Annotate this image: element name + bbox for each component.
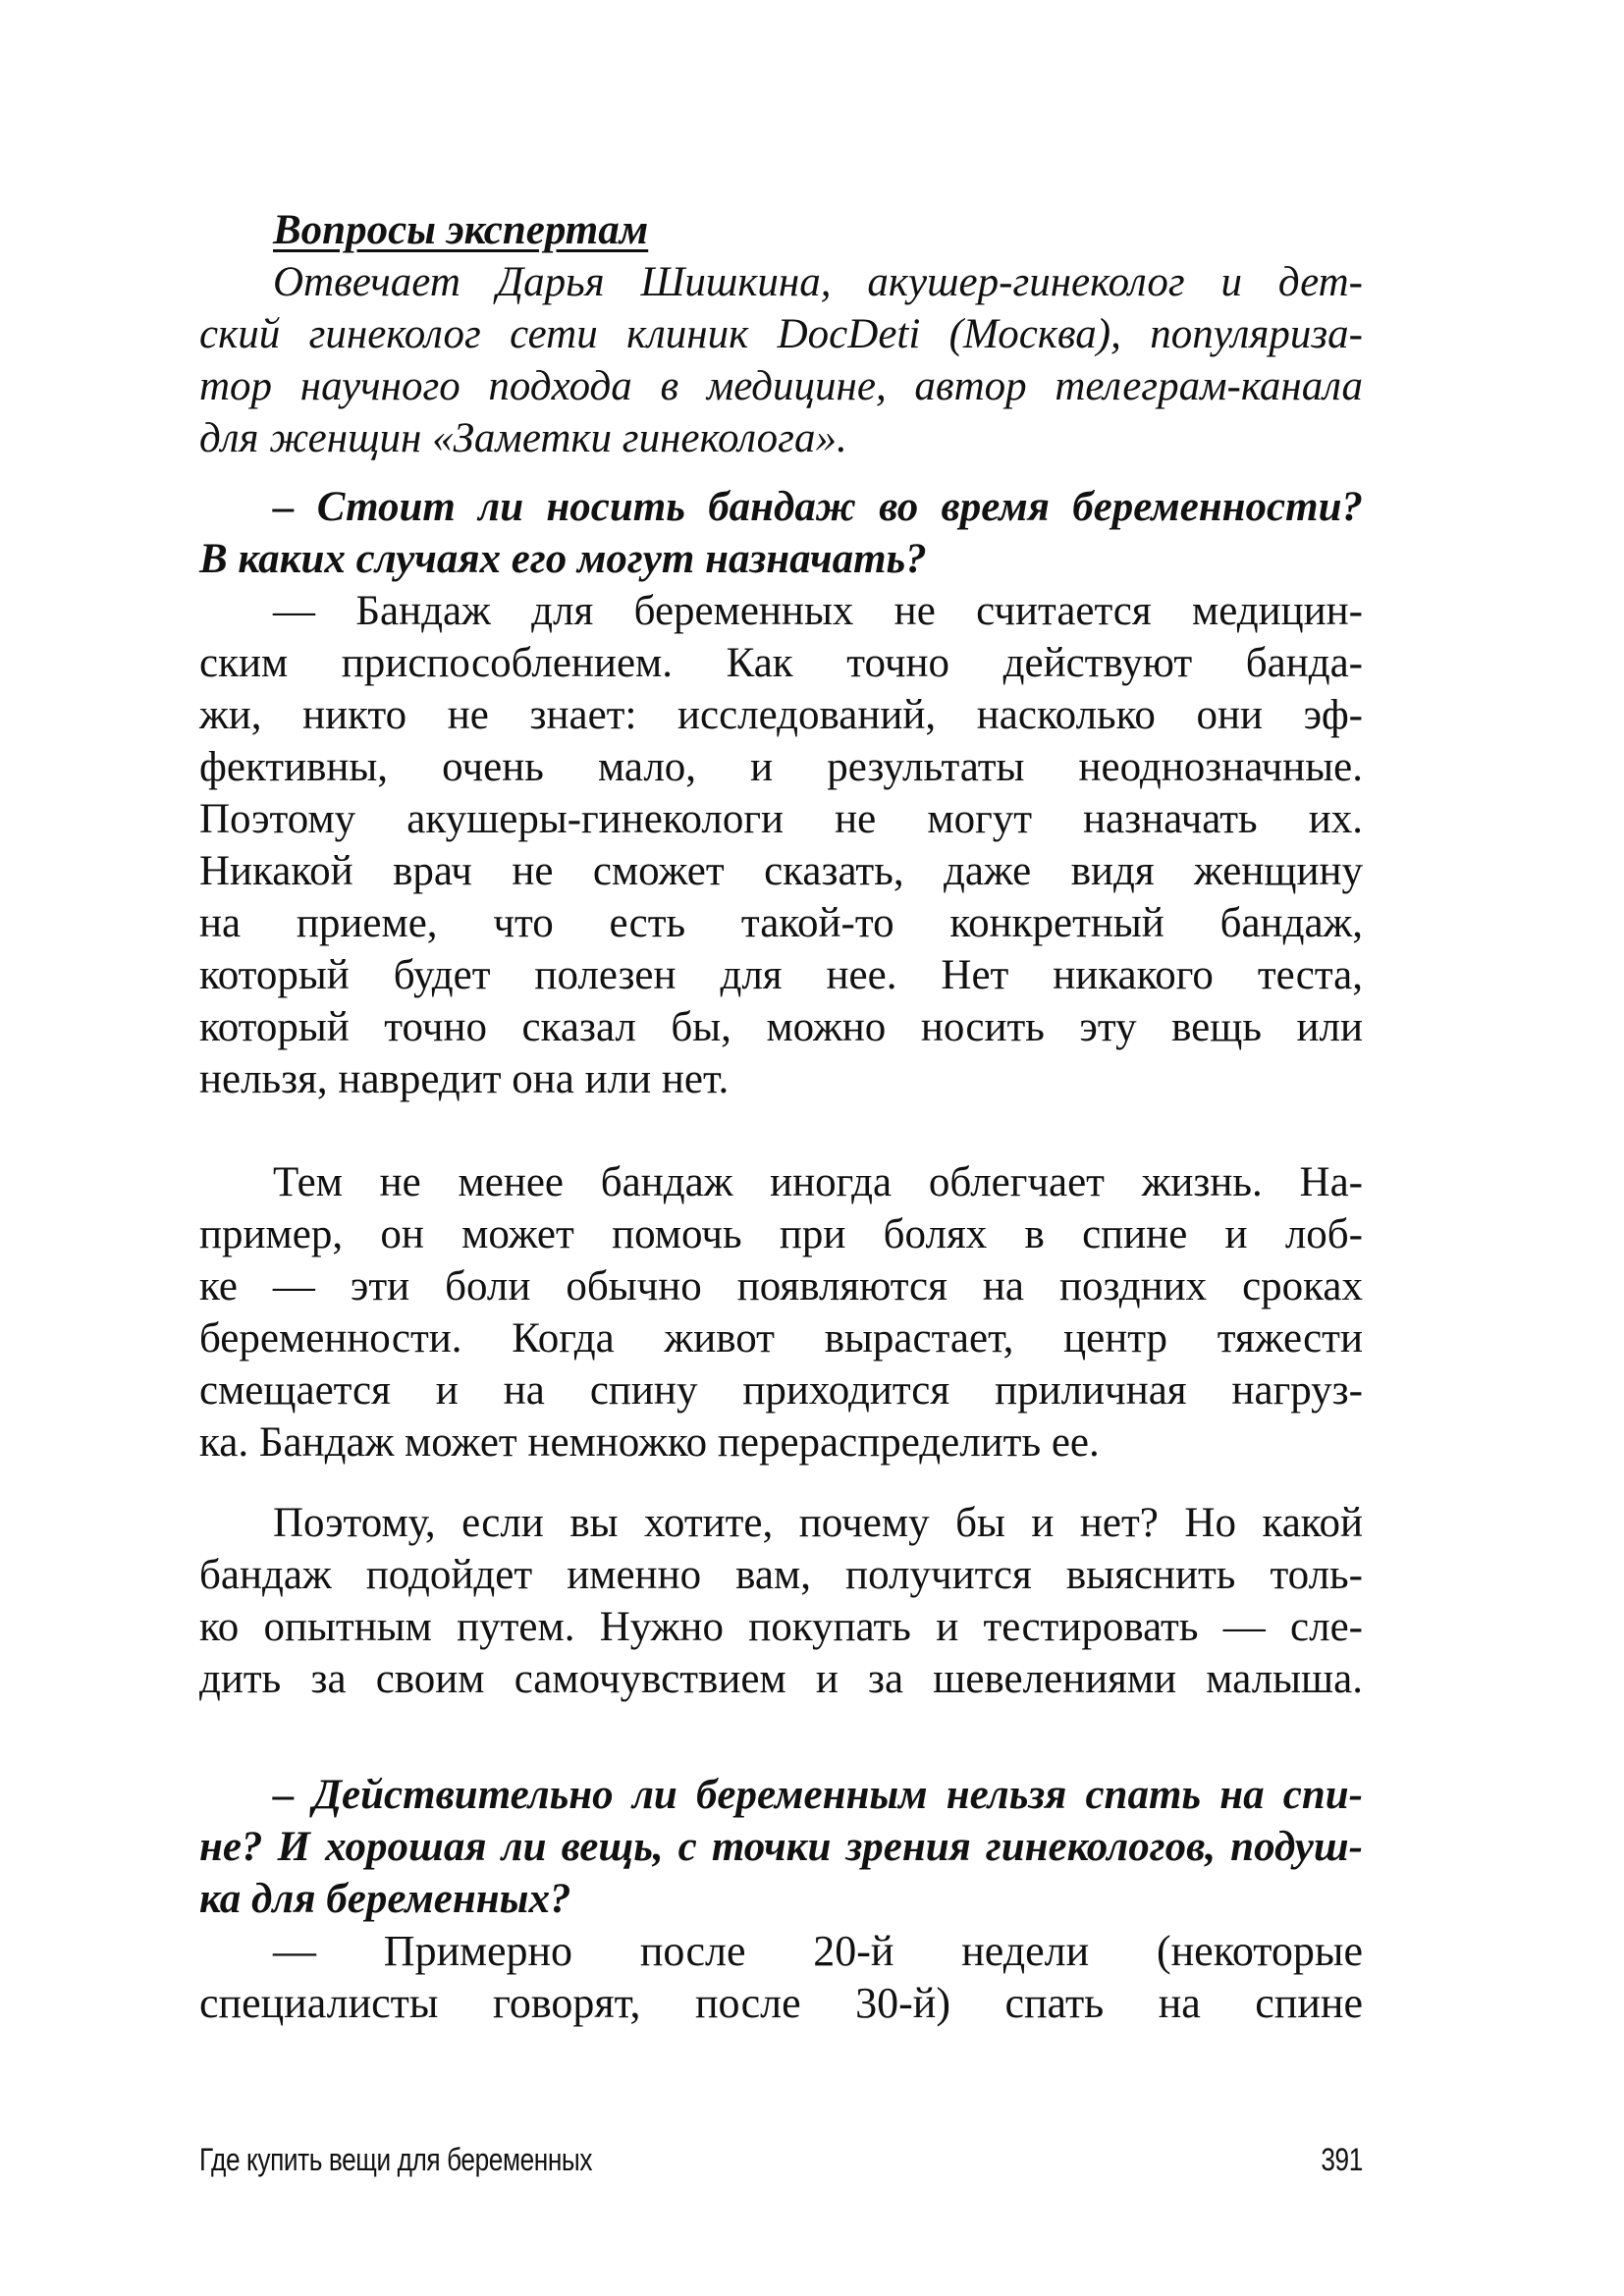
- answer-line: — Бандаж для беременных не считается медицин-: [273, 588, 1363, 634]
- intro-line: для женщин «Заметки гинеколога».: [199, 415, 847, 461]
- answer-1: [199, 585, 1363, 1105]
- answer-line: — Примерно после 20-й недели (некоторые: [273, 1927, 1363, 1975]
- answer-line: жи, никто не знает: исследований, насколько они эф-: [199, 692, 1363, 738]
- question-line: – Действительно ли беременным нельзя спать на спи-: [273, 1772, 1363, 1818]
- answer-1-paragraph-3: [199, 1497, 1363, 1705]
- answer-1-paragraph-2: [199, 1156, 1363, 1468]
- question-1: [199, 481, 1363, 585]
- question-2: [199, 1769, 1363, 1925]
- answer-line: ке — эти боли обычно появляются на поздних сроках: [199, 1263, 1363, 1309]
- intro-line: ский гинеколог сети клиник DocDeti (Москва), популяриза-: [199, 311, 1363, 357]
- answer-line: Поэтому акушеры-гинекологи не могут назначать их.: [199, 796, 1363, 842]
- section-heading: Вопросы экспертам: [273, 207, 649, 253]
- answer-line: дить за своим самочувствием и за шевелениями малыша.: [199, 1656, 1363, 1702]
- answer-line: Тем не менее бандаж иногда облегчает жизнь. На-: [273, 1159, 1363, 1205]
- intro-line: тор научного подхода в медицине, автор телеграм-канала: [199, 363, 1363, 409]
- answer-line: специалисты говорят, после 30-й) спать на спине: [199, 1979, 1363, 2027]
- answer-line: ка. Бандаж может немножко перераспределить ее.: [199, 1419, 1100, 1466]
- answer-line: ко опытным путем. Нужно покупать и тестировать — сле-: [199, 1604, 1363, 1650]
- answer-line: бандаж подойдет именно вам, получится выяснить толь-: [199, 1552, 1363, 1598]
- question-line: – Стоит ли носить бандаж во время беременности?: [273, 484, 1363, 530]
- question-line: В каких случаях его могут назначать?: [199, 536, 927, 582]
- running-footer-title: Где купить вещи для беременных: [199, 2142, 593, 2177]
- answer-line: Никакой врач не сможет сказать, даже видя женщину: [199, 848, 1363, 894]
- intro-line: Отвечает Дарья Шишкина, акушер-гинеколог и дет-: [273, 259, 1363, 305]
- answer-line: Поэтому, если вы хотите, почему бы и нет? Но какой: [273, 1500, 1363, 1546]
- answer-line: который будет полезен для нее. Нет никакого теста,: [199, 952, 1363, 998]
- question-line: не? И хорошая ли вещь, с точки зрения гинекологов, подуш-: [199, 1824, 1363, 1870]
- answer-line: пример, он может помочь при болях в спине и лоб-: [199, 1211, 1363, 1257]
- answer-2: [199, 1925, 1363, 2029]
- answer-line: беременности. Когда живот вырастает, центр тяжести: [199, 1315, 1363, 1362]
- answer-line: который точно сказал бы, можно носить эту вещь или: [199, 1004, 1363, 1050]
- answer-line: фективны, очень мало, и результаты неоднозначные.: [199, 744, 1363, 790]
- question-line: ка для беременных?: [199, 1876, 571, 1922]
- answer-line: ским приспособлением. Как точно действуют банда-: [199, 640, 1363, 686]
- answer-line: на приеме, что есть такой-то конкретный бандаж,: [199, 900, 1363, 946]
- page-number: 391: [1321, 2142, 1363, 2177]
- expert-intro: [199, 256, 1363, 464]
- answer-line: смещается и на спину приходится приличная нагруз-: [199, 1367, 1363, 1414]
- answer-line: нельзя, навредит она или нет.: [199, 1056, 730, 1102]
